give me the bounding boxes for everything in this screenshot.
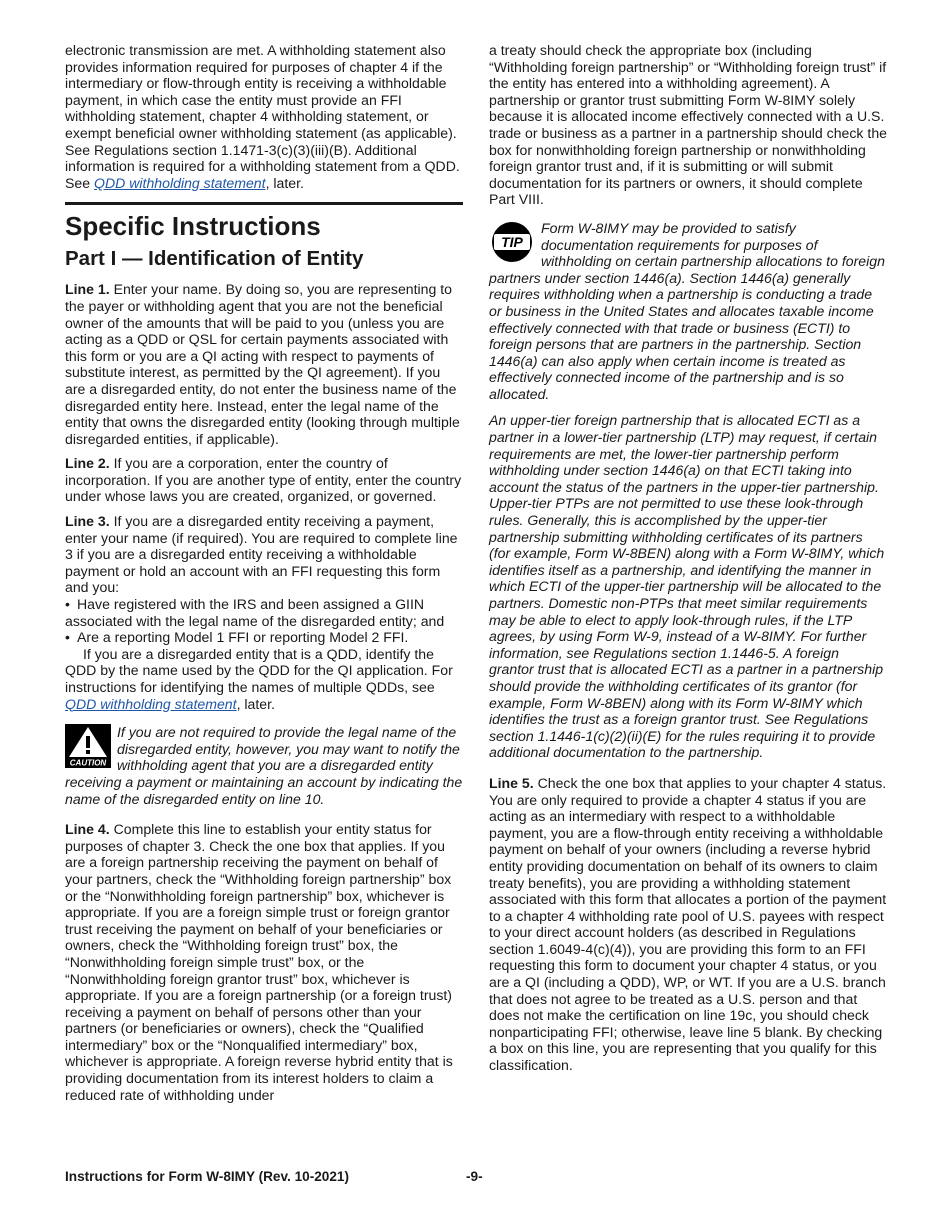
caution-icon [65,724,111,772]
caution-note: CAUTION If you are not required to provide the legal name of the disregarded entity, however, you may want to notify the withholding agent that you are a disregarded entity receiving a payment or maintaining an account by indicating the name of the disregarded entity on line 10. [65,724,463,807]
line1-paragraph: Line 1. Enter your name. By doing so, you are representing to the payer or withholding agent that you are not the beneficial owner of the amounts that will be paid to you (unless you are acting as a QDD or QSL for certain payments associated with this form or you are a QI acting with respect to payments of substitute interest, as permitted by the QI agreement). If you are a disregarded entity, do not enter the business name of the disregarded entity here. Instead, enter the legal name of the entity that owns the disregarded entity (looking through multiple disregarded entities, if applicable). [65,281,460,447]
right-column [489,42,887,1082]
bullet-icon: • [65,596,70,613]
page-number: -9- [466,1169,483,1184]
section-heading: Specific Instructions [65,211,321,242]
left-column [65,42,463,1111]
list-item: • Have registered with the IRS and been assigned a GIIN associated with the legal name of the disregarded entity; and [65,596,445,629]
line4-label: Line 4. [65,821,110,838]
qdd-paragraph: If you are a disregarded entity that is a QDD, identify the QDD by the name used by the QDD for the QI application. For instructions for identifying the names of multiple QDDs, see QDD withholding statement, later. [65,645,453,712]
footer-title: Instructions for Form W-8IMY (Rev. 10-2021) [65,1169,349,1184]
qdd-statement-link[interactable]: QDD withholding statement [94,174,266,191]
bullet-icon: • [65,629,70,646]
line1-label: Line 1. [65,281,110,298]
line5-paragraph: Line 5. Check the one box that applies to your chapter 4 status. You are only required to provide a chapter 4 status if you are acting as an intermediary with respect to a withholdable payment, you are a flow-through entity receiving a withholdable payment on behalf of your owners (including a reverse hybrid entity providing documentation on behalf of its owners to claim treaty benefits), you are providing a withholding statement associated with this form that allocates a portion of the payment to a chapter 4 withholding rate pool of U.S. payees with respect to your direct account holders (as described in Regulations section 1.6049-4(c)(4)), you are providing this form to an FFI requesting this form to document your chapter 4 status, or you are a QI (including a QDD), WP, or WT. If you are a U.S. branch that does not agree to be treated as a U.S. person and that does not make the certification on line 19c, you should check nonparticipating FFI; otherwise, leave line 5 blank. By checking a box on this line, you are representing that you qualify for this classification. [489,774,887,1074]
line4-paragraph: Line 4. Complete this line to establish your entity status for purposes of chapter 3. Check the one box that applies. If you are a foreign partnership receiving the payment on behalf of your partners, check the “Withholding foreign partnership” box or the “Nonwithholding foreign partnership” box, whichever is appropriate. If you are a foreign simple trust or foreign grantor trust receiving the payment on behalf of your beneficiaries or owners, check the “Withholding foreign trust” box, the “Nonwithholding foreign simple trust” box, or the “Nonwithholding foreign grantor trust” box, whichever is appropriate. If you are a foreign partnership (or a foreign trust) receiving a payment on behalf of persons other than your partners (or beneficiaries or owners), check the “Qualified intermediary” box or the “Nonqualified intermediary” box, whichever is appropriate. A foreign reverse hybrid entity that is providing documentation from its interest holders to claim a reduced rate of withholding under [65,821,453,1103]
caution-label: CAUTION [69,758,107,768]
part-heading: Part I — Identification of Entity [65,247,364,271]
line3-label: Line 3. [65,513,110,530]
line2-label: Line 2. [65,455,110,472]
tip-icon [489,220,535,268]
treaty-paragraph: a treaty should check the appropriate box (including “Withholding foreign partnership” or “Withholding foreign trust” if the entity has entered into a withholding agreement). A partnership or grantor trust submitting Form W-8IMY solely because it is allocated income effectively connected with a U.S. trade or business as a partner in a partnership should check the box for nonwithholding foreign partnership or nonwithholding foreign grantor trust and, if it is submitting or will submit documentation for its partners or owners, it should complete Part VIII. [489,42,887,208]
intro-paragraph: electronic transmission are met. A withholding statement also provides information required for purposes of chapter 4 if the intermediary or flow-through entity is receiving a withholdable payment, in which case the entity must provide an FFI withholding statement, chapter 4 withholding statement, or exempt beneficial owner withholding statement (as applicable). See Regulations section 1.1471-3(c)(3)(iii)(B). Additional information is required for a withholding statement from a QDD. See QDD withholding statement, later. [65,42,460,191]
tip-note: TIP Form W-8IMY may be provided to satisfy documentation requirements for purposes of withholding on certain partnership allocations to foreign partners under section 1446(a). Section 1446(a) generally requires withholding when a partnership is conducting a trade or business in the United States and allocates taxable income effectively connected with that trade or business (ECTI) to foreign persons that are partners in the partnership. Section 1446(a) can also apply when certain income is treated as effectively connected income of the partnership and is so allocated. An upper-tier foreign partnership that is allocated ECTI as a partner in a lower-tier partnership (LTP) may request, if certain requirements are met, the lower-tier partnership perform withholding under section 1446(a) on that ECTI taking into account the status of the partners in the upper-tier partnership. Upper-tier PTPs are not permitted to use these look-through rules. Generally, this is accomplished by the upper-tier partnership submitting withholding certificates of its partners (for example, Form W-8BEN) along with a Form W-8IMY, which identifies itself as a partnership, and identifying the manner in which ECTI of the upper-tier partnership will be allocated to the partners. Domestic non-PTPs that meet similar requirements may be able to elect to apply look-through rules, if the LTP agrees, by using Form W-9, instead of a W-8IMY. For further information, see Regulations section 1.1446-5. A foreign grantor trust that is allocated ECTI as a partner in a partnership should provide the withholding certificates of its grantor (for example, Form W-8BEN) along with its Form W-8IMY which identifies the trust as a foreign grantor trust. See Regulations section 1.1446-1(c)(2)(ii)(E) for the rules requiring it to provide additional documentation to the partnership. [489,220,887,761]
qdd-statement-link[interactable]: QDD withholding statement [65,695,237,712]
tip-continuation: An upper-tier foreign partnership that is allocated ECTI as a partner in a lower-tier partnership (LTP) may request, if certain requirements are met, the lower-tier partnership perform withholding under section 1446(a) on that ECTI taking into account the status of the partners in the upper-tier partnership. Upper-tier PTPs are not permitted to use these look-through rules. Generally, this is accomplished by the upper-tier partnership submitting withholding certificates of its partners (for example, Form W-8BEN) along with a Form W-8IMY, which identifies itself as a partnership, and identifying the manner in which ECTI of the upper-tier partnership will be allocated to the partners. Domestic non-PTPs that meet similar requirements may be able to elect to apply look-through rules, if the LTP agrees, by using Form W-9, instead of a W-8IMY. For further information, see Regulations section 1.1446-5. A foreign grantor trust that is allocated ECTI as a partner in a partnership should provide the withholding certificates of its grantor (for example, Form W-8BEN) along with its Form W-8IMY which identifies the trust as a foreign grantor trust. See Regulations section 1.1446-1(c)(2)(ii)(E) for the rules requiring it to provide additional documentation to the partnership. [489,412,885,761]
line5-label: Line 5. [489,774,534,791]
section-rule [65,202,463,205]
list-item: • Are a reporting Model 1 FFI or reporting Model 2 FFI. [65,629,409,646]
line2-paragraph: Line 2. If you are a corporation, enter the country of incorporation. If you are another type of entity, enter the country under whose laws you are created, organized, or governed. [65,455,462,505]
tip-label: TIP [501,233,523,250]
line3-paragraph: Line 3. If you are a disregarded entity receiving a payment, enter your name (if required). You are required to complete line 3 if you are a disregarded entity receiving a withholdable payment or hold an account with an FFI requesting this form and you: [65,513,458,596]
